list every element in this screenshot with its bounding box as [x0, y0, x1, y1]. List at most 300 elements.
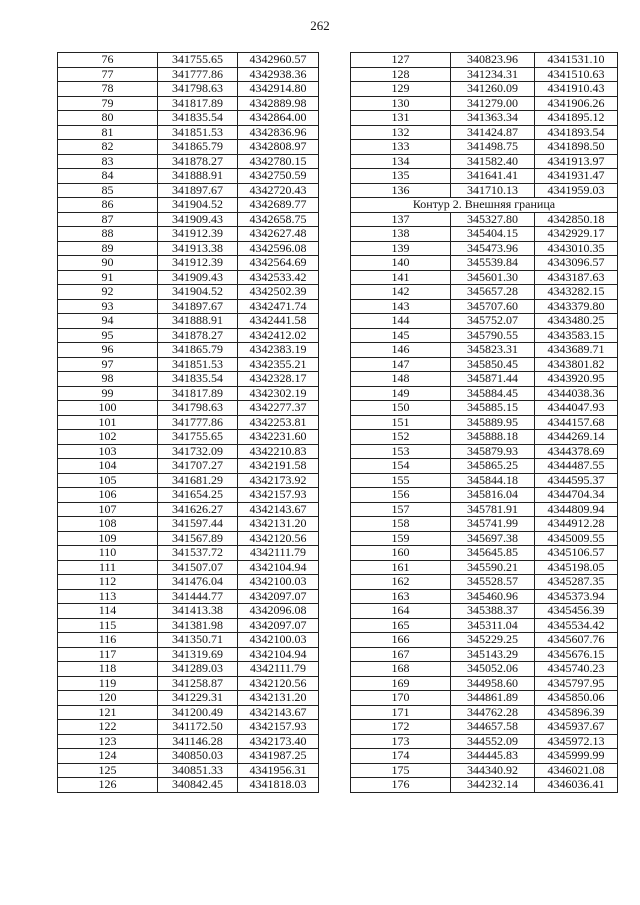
x-coordinate-cell: 341878.27	[158, 154, 238, 169]
y-coordinate-cell: 4345676.15	[535, 647, 618, 662]
y-coordinate-cell: 4343689.71	[535, 343, 618, 358]
x-coordinate-cell: 341146.28	[158, 734, 238, 749]
y-coordinate-cell: 4345534.42	[535, 618, 618, 633]
x-coordinate-cell: 341851.53	[158, 125, 238, 140]
section-caption-group	[351, 198, 618, 213]
y-coordinate-cell: 4344809.94	[535, 502, 618, 517]
y-coordinate-cell: 4345740.23	[535, 662, 618, 677]
point-number-cell: 109	[58, 531, 158, 546]
x-coordinate-cell: 341904.52	[158, 285, 238, 300]
x-coordinate-cell: 340851.33	[158, 763, 238, 778]
point-number-cell: 166	[351, 633, 451, 648]
table-row	[58, 169, 319, 184]
point-number-cell: 125	[58, 763, 158, 778]
y-coordinate-cell: 4342302.19	[238, 386, 319, 401]
x-coordinate-cell: 341755.65	[158, 430, 238, 445]
x-coordinate-cell: 341381.98	[158, 618, 238, 633]
table-row	[58, 299, 319, 314]
x-coordinate-cell: 341681.29	[158, 473, 238, 488]
table-row	[58, 763, 319, 778]
table-row	[351, 96, 618, 111]
table-row	[58, 734, 319, 749]
table-row	[58, 154, 319, 169]
table-row	[58, 256, 319, 271]
y-coordinate-cell: 4345198.05	[535, 560, 618, 575]
point-number-cell: 107	[58, 502, 158, 517]
point-number-cell: 158	[351, 517, 451, 532]
point-number-cell: 129	[351, 82, 451, 97]
table-row	[351, 444, 618, 459]
y-coordinate-cell: 4341987.25	[238, 749, 319, 764]
x-coordinate-cell: 345871.44	[451, 372, 535, 387]
x-coordinate-cell: 344861.89	[451, 691, 535, 706]
point-number-cell: 161	[351, 560, 451, 575]
x-coordinate-cell: 345528.57	[451, 575, 535, 590]
y-coordinate-cell: 4344047.93	[535, 401, 618, 416]
point-number-cell: 88	[58, 227, 158, 242]
x-coordinate-cell: 345311.04	[451, 618, 535, 633]
point-number-cell: 92	[58, 285, 158, 300]
x-coordinate-cell: 341260.09	[451, 82, 535, 97]
y-coordinate-cell: 4342914.80	[238, 82, 319, 97]
x-coordinate-cell: 341597.44	[158, 517, 238, 532]
point-number-cell: 80	[58, 111, 158, 126]
x-coordinate-cell: 341851.53	[158, 357, 238, 372]
y-coordinate-cell: 4341959.03	[535, 183, 618, 198]
x-coordinate-cell: 345645.85	[451, 546, 535, 561]
point-number-cell: 113	[58, 589, 158, 604]
y-coordinate-cell: 4345373.94	[535, 589, 618, 604]
point-number-cell: 117	[58, 647, 158, 662]
table-row	[58, 720, 319, 735]
table-row	[58, 633, 319, 648]
table-row	[58, 227, 319, 242]
x-coordinate-cell: 345327.80	[451, 212, 535, 227]
point-number-cell: 155	[351, 473, 451, 488]
point-number-cell: 87	[58, 212, 158, 227]
y-coordinate-cell: 4342502.39	[238, 285, 319, 300]
table-row	[351, 502, 618, 517]
x-coordinate-cell: 345823.31	[451, 343, 535, 358]
table-row	[351, 227, 618, 242]
x-coordinate-cell: 341350.71	[158, 633, 238, 648]
x-coordinate-cell: 345865.25	[451, 459, 535, 474]
table-row	[58, 401, 319, 416]
table-row	[58, 459, 319, 474]
point-number-cell: 172	[351, 720, 451, 735]
point-number-cell: 122	[58, 720, 158, 735]
x-coordinate-cell: 341654.25	[158, 488, 238, 503]
y-coordinate-cell: 4343801.82	[535, 357, 618, 372]
table-row	[351, 662, 618, 677]
x-coordinate-cell: 340850.03	[158, 749, 238, 764]
table-row	[58, 778, 319, 793]
point-number-cell: 133	[351, 140, 451, 155]
x-coordinate-cell: 345844.18	[451, 473, 535, 488]
table-row	[58, 705, 319, 720]
x-coordinate-cell: 341424.87	[451, 125, 535, 140]
y-coordinate-cell: 4344595.37	[535, 473, 618, 488]
point-number-cell: 135	[351, 169, 451, 184]
y-coordinate-cell: 4342720.43	[238, 183, 319, 198]
y-coordinate-cell: 4342111.79	[238, 662, 319, 677]
x-coordinate-cell: 345473.96	[451, 241, 535, 256]
point-number-cell: 121	[58, 705, 158, 720]
table-row	[58, 444, 319, 459]
point-number-cell: 95	[58, 328, 158, 343]
table-row	[58, 198, 319, 213]
table-row	[58, 372, 319, 387]
y-coordinate-cell: 4342210.83	[238, 444, 319, 459]
y-coordinate-cell: 4341910.43	[535, 82, 618, 97]
x-coordinate-cell: 341567.89	[158, 531, 238, 546]
y-coordinate-cell: 4342750.59	[238, 169, 319, 184]
table-row	[351, 763, 618, 778]
x-coordinate-cell: 344445.83	[451, 749, 535, 764]
point-number-cell: 160	[351, 546, 451, 561]
point-number-cell: 169	[351, 676, 451, 691]
table-row	[351, 314, 618, 329]
x-coordinate-cell: 341912.39	[158, 227, 238, 242]
point-number-cell: 76	[58, 53, 158, 68]
y-coordinate-cell: 4343010.35	[535, 241, 618, 256]
point-number-cell: 171	[351, 705, 451, 720]
y-coordinate-cell: 4344912.28	[535, 517, 618, 532]
y-coordinate-cell: 4342441.58	[238, 314, 319, 329]
table-row	[58, 531, 319, 546]
y-coordinate-cell: 4345896.39	[535, 705, 618, 720]
point-number-cell: 131	[351, 111, 451, 126]
point-number-cell: 156	[351, 488, 451, 503]
point-number-cell: 78	[58, 82, 158, 97]
y-coordinate-cell: 4345972.13	[535, 734, 618, 749]
y-coordinate-cell: 4342533.42	[238, 270, 319, 285]
point-number-cell: 138	[351, 227, 451, 242]
x-coordinate-cell: 341413.38	[158, 604, 238, 619]
y-coordinate-cell: 4342231.60	[238, 430, 319, 445]
x-coordinate-cell: 341507.07	[158, 560, 238, 575]
table-row	[58, 473, 319, 488]
y-coordinate-cell: 4343282.15	[535, 285, 618, 300]
y-coordinate-cell: 4342780.15	[238, 154, 319, 169]
x-coordinate-cell: 341835.54	[158, 372, 238, 387]
table-row	[351, 575, 618, 590]
table-row	[351, 546, 618, 561]
table-row	[351, 82, 618, 97]
point-number-cell: 120	[58, 691, 158, 706]
x-coordinate-cell: 345790.55	[451, 328, 535, 343]
table-row	[351, 459, 618, 474]
y-coordinate-cell: 4345999.99	[535, 749, 618, 764]
point-number-cell: 142	[351, 285, 451, 300]
x-coordinate-cell: 344552.09	[451, 734, 535, 749]
x-coordinate-cell: 345850.45	[451, 357, 535, 372]
table-row	[351, 154, 618, 169]
table-row	[351, 705, 618, 720]
y-coordinate-cell: 4342131.20	[238, 517, 319, 532]
x-coordinate-cell: 341444.77	[158, 589, 238, 604]
y-coordinate-cell: 4342157.93	[238, 488, 319, 503]
table-row	[58, 183, 319, 198]
point-number-cell: 176	[351, 778, 451, 793]
x-coordinate-cell: 345707.60	[451, 299, 535, 314]
x-coordinate-cell: 341229.31	[158, 691, 238, 706]
coordinates-table-right	[350, 52, 618, 793]
x-coordinate-cell: 340842.45	[158, 778, 238, 793]
point-number-cell: 149	[351, 386, 451, 401]
table-row	[351, 169, 618, 184]
y-coordinate-cell: 4342131.20	[238, 691, 319, 706]
table-row	[351, 415, 618, 430]
x-coordinate-cell: 345889.95	[451, 415, 535, 430]
y-coordinate-cell: 4342157.93	[238, 720, 319, 735]
point-number-cell: 174	[351, 749, 451, 764]
y-coordinate-cell: 4342100.03	[238, 633, 319, 648]
y-coordinate-cell: 4344157.68	[535, 415, 618, 430]
point-number-cell: 146	[351, 343, 451, 358]
point-number-cell: 83	[58, 154, 158, 169]
point-number-cell: 159	[351, 531, 451, 546]
point-number-cell: 79	[58, 96, 158, 111]
y-coordinate-cell: 4342627.48	[238, 227, 319, 242]
x-coordinate-cell: 345460.96	[451, 589, 535, 604]
point-number-cell: 111	[58, 560, 158, 575]
table-row	[351, 401, 618, 416]
point-number-cell: 134	[351, 154, 451, 169]
x-coordinate-cell: 341904.52	[158, 198, 238, 213]
x-coordinate-cell: 341817.89	[158, 96, 238, 111]
x-coordinate-cell: 345752.07	[451, 314, 535, 329]
table-row	[58, 749, 319, 764]
point-number-cell: 132	[351, 125, 451, 140]
table-row	[351, 531, 618, 546]
point-number-cell: 115	[58, 618, 158, 633]
point-number-cell: 126	[58, 778, 158, 793]
x-coordinate-cell: 340823.96	[451, 53, 535, 68]
x-coordinate-cell: 341865.79	[158, 140, 238, 155]
point-number-cell: 94	[58, 314, 158, 329]
table-row	[351, 53, 618, 68]
point-number-cell: 101	[58, 415, 158, 430]
x-coordinate-cell: 341897.67	[158, 299, 238, 314]
point-number-cell: 86	[58, 198, 158, 213]
table-row	[351, 270, 618, 285]
point-number-cell: 163	[351, 589, 451, 604]
x-coordinate-cell: 345601.30	[451, 270, 535, 285]
table-row	[351, 488, 618, 503]
y-coordinate-cell: 4342960.57	[238, 53, 319, 68]
x-coordinate-cell: 341909.43	[158, 270, 238, 285]
x-coordinate-cell: 341319.69	[158, 647, 238, 662]
y-coordinate-cell: 4342564.69	[238, 256, 319, 271]
point-number-cell: 150	[351, 401, 451, 416]
point-number-cell: 162	[351, 575, 451, 590]
y-coordinate-cell: 4342889.98	[238, 96, 319, 111]
table-row	[351, 241, 618, 256]
point-number-cell: 151	[351, 415, 451, 430]
y-coordinate-cell: 4345797.95	[535, 676, 618, 691]
coordinates-table-right-body-top	[351, 53, 618, 198]
table-row	[58, 618, 319, 633]
point-number-cell: 116	[58, 633, 158, 648]
table-row	[58, 415, 319, 430]
point-number-cell: 147	[351, 357, 451, 372]
y-coordinate-cell: 4341906.26	[535, 96, 618, 111]
x-coordinate-cell: 341234.31	[451, 67, 535, 82]
table-row	[351, 285, 618, 300]
x-coordinate-cell: 344340.92	[451, 763, 535, 778]
table-row	[351, 140, 618, 155]
y-coordinate-cell: 4342864.00	[238, 111, 319, 126]
y-coordinate-cell: 4341913.97	[535, 154, 618, 169]
x-coordinate-cell: 341363.34	[451, 111, 535, 126]
y-coordinate-cell: 4345456.39	[535, 604, 618, 619]
y-coordinate-cell: 4342836.96	[238, 125, 319, 140]
section-caption: Контур 2. Внешняя граница	[351, 198, 618, 213]
table-row	[351, 111, 618, 126]
table-row	[351, 778, 618, 793]
x-coordinate-cell: 341710.13	[451, 183, 535, 198]
x-coordinate-cell: 344657.58	[451, 720, 535, 735]
point-number-cell: 99	[58, 386, 158, 401]
table-row	[351, 386, 618, 401]
x-coordinate-cell: 344232.14	[451, 778, 535, 793]
point-number-cell: 128	[351, 67, 451, 82]
table-row	[58, 285, 319, 300]
table-row	[58, 314, 319, 329]
point-number-cell: 140	[351, 256, 451, 271]
y-coordinate-cell: 4342658.75	[238, 212, 319, 227]
y-coordinate-cell: 4342277.37	[238, 401, 319, 416]
y-coordinate-cell: 4341893.54	[535, 125, 618, 140]
x-coordinate-cell: 341798.63	[158, 401, 238, 416]
point-number-cell: 103	[58, 444, 158, 459]
x-coordinate-cell: 345879.93	[451, 444, 535, 459]
point-number-cell: 137	[351, 212, 451, 227]
table-row	[351, 357, 618, 372]
x-coordinate-cell: 341582.40	[451, 154, 535, 169]
y-coordinate-cell: 4342143.67	[238, 705, 319, 720]
x-coordinate-cell: 341798.63	[158, 82, 238, 97]
y-coordinate-cell: 4342191.58	[238, 459, 319, 474]
point-number-cell: 173	[351, 734, 451, 749]
x-coordinate-cell: 341755.65	[158, 53, 238, 68]
point-number-cell: 97	[58, 357, 158, 372]
table-row	[351, 691, 618, 706]
x-coordinate-cell: 341498.75	[451, 140, 535, 155]
x-coordinate-cell: 344958.60	[451, 676, 535, 691]
y-coordinate-cell: 4342808.97	[238, 140, 319, 155]
table-row	[58, 589, 319, 604]
point-number-cell: 157	[351, 502, 451, 517]
y-coordinate-cell: 4342096.08	[238, 604, 319, 619]
y-coordinate-cell: 4342100.03	[238, 575, 319, 590]
table-row	[58, 67, 319, 82]
point-number-cell: 104	[58, 459, 158, 474]
y-coordinate-cell: 4342097.07	[238, 589, 319, 604]
x-coordinate-cell: 345143.29	[451, 647, 535, 662]
table-row	[351, 734, 618, 749]
y-coordinate-cell: 4341931.47	[535, 169, 618, 184]
y-coordinate-cell: 4341956.31	[238, 763, 319, 778]
point-number-cell: 170	[351, 691, 451, 706]
table-row	[351, 560, 618, 575]
point-number-cell: 91	[58, 270, 158, 285]
point-number-cell: 93	[58, 299, 158, 314]
y-coordinate-cell: 4342471.74	[238, 299, 319, 314]
table-row	[58, 125, 319, 140]
y-coordinate-cell: 4343920.95	[535, 372, 618, 387]
y-coordinate-cell: 4343583.15	[535, 328, 618, 343]
table-row	[351, 183, 618, 198]
table-row	[351, 328, 618, 343]
x-coordinate-cell: 344762.28	[451, 705, 535, 720]
table-row	[58, 662, 319, 677]
table-row	[58, 604, 319, 619]
point-number-cell: 141	[351, 270, 451, 285]
x-coordinate-cell: 345884.45	[451, 386, 535, 401]
x-coordinate-cell: 341777.86	[158, 415, 238, 430]
point-number-cell: 153	[351, 444, 451, 459]
y-coordinate-cell: 4343379.80	[535, 299, 618, 314]
y-coordinate-cell: 4345607.76	[535, 633, 618, 648]
point-number-cell: 143	[351, 299, 451, 314]
point-number-cell: 136	[351, 183, 451, 198]
point-number-cell: 90	[58, 256, 158, 271]
y-coordinate-cell: 4345287.35	[535, 575, 618, 590]
table-row	[351, 473, 618, 488]
x-coordinate-cell: 345539.84	[451, 256, 535, 271]
table-row	[351, 633, 618, 648]
point-number-cell: 96	[58, 343, 158, 358]
point-number-cell: 144	[351, 314, 451, 329]
table-row	[351, 256, 618, 271]
y-coordinate-cell: 4342689.77	[238, 198, 319, 213]
table-row	[58, 111, 319, 126]
table-row	[58, 82, 319, 97]
x-coordinate-cell: 341626.27	[158, 502, 238, 517]
point-number-cell: 139	[351, 241, 451, 256]
table-row	[58, 328, 319, 343]
point-number-cell: 130	[351, 96, 451, 111]
y-coordinate-cell: 4342253.81	[238, 415, 319, 430]
y-coordinate-cell: 4342120.56	[238, 676, 319, 691]
x-coordinate-cell: 341258.87	[158, 676, 238, 691]
y-coordinate-cell: 4346036.41	[535, 778, 618, 793]
y-coordinate-cell: 4345937.67	[535, 720, 618, 735]
y-coordinate-cell: 4345106.57	[535, 546, 618, 561]
x-coordinate-cell: 341912.39	[158, 256, 238, 271]
x-coordinate-cell: 341897.67	[158, 183, 238, 198]
point-number-cell: 110	[58, 546, 158, 561]
table-row	[58, 488, 319, 503]
point-number-cell: 112	[58, 575, 158, 590]
point-number-cell: 154	[351, 459, 451, 474]
x-coordinate-cell: 345885.15	[451, 401, 535, 416]
x-coordinate-cell: 345404.15	[451, 227, 535, 242]
table-row	[351, 720, 618, 735]
y-coordinate-cell: 4344378.69	[535, 444, 618, 459]
table-row	[58, 502, 319, 517]
y-coordinate-cell: 4342929.17	[535, 227, 618, 242]
x-coordinate-cell: 345052.06	[451, 662, 535, 677]
x-coordinate-cell: 341476.04	[158, 575, 238, 590]
x-coordinate-cell: 345657.28	[451, 285, 535, 300]
table-row	[58, 647, 319, 662]
table-row	[58, 676, 319, 691]
point-number-cell: 164	[351, 604, 451, 619]
x-coordinate-cell: 345697.38	[451, 531, 535, 546]
